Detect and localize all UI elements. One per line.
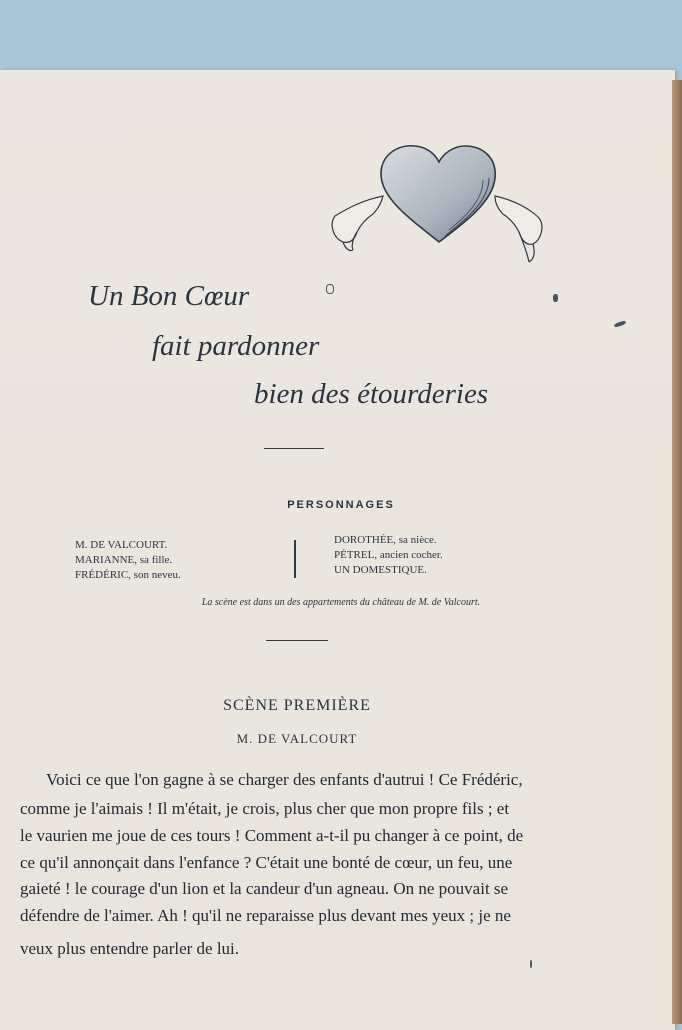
text-line: Voici ce que l'on gagne à se charger des enfants d'autrui ! Ce Frédéric, [46, 770, 523, 789]
divider-rule [264, 448, 324, 449]
title-line-2: fait pardonner [152, 330, 320, 362]
personnages-heading: PERSONNAGES [287, 499, 395, 511]
text-line: ce qu'il annonçait dans l'enfance ? C'était une bonté de cœur, un feu, une [20, 853, 513, 872]
text-line: gaieté ! le courage d'un lion et la candeur d'un agneau. On ne pouvait se [20, 879, 509, 898]
text-line: le vaurien me joue de ces tours ! Comment a-t-il pu changer à ce point, de [20, 826, 524, 845]
text-line: défendre de l'aimer. Ah ! qu'il ne reparaisse plus devant mes yeux ; je ne [20, 906, 511, 925]
cast-list-right [334, 533, 443, 578]
text-line: veux plus entendre parler de lui. [20, 939, 240, 958]
scene-title: SCÈNE PREMIÈRE [223, 697, 371, 714]
scene-speaker: M. DE VALCOURT [236, 731, 358, 746]
ink-mark [553, 294, 558, 302]
title-line-1: Un Bon Cœur [88, 280, 250, 312]
cast-entry: DOROTHÉE, sa nièce. [334, 534, 437, 546]
ink-mark [530, 960, 532, 968]
cast-entry: M. DE VALCOURT. [75, 539, 168, 551]
heart-held-by-hands-icon [323, 138, 558, 273]
cast-entry: UN DOMESTIQUE. [334, 564, 427, 576]
ink-mark [326, 284, 334, 294]
cast-entry: PÉTREL, ancien cocher. [334, 549, 443, 561]
divider-rule [266, 640, 328, 641]
cast-entry: FRÉDÉRIC, son neveu. [75, 569, 181, 581]
title-line-3: bien des étourderies [254, 378, 489, 410]
text-line: comme je l'aimais ! Il m'était, je crois, plus cher que mon propre fils ; et [20, 799, 510, 818]
book-edge [672, 80, 682, 1024]
cast-entry: MARIANNE, sa fille. [75, 554, 173, 566]
scene-setting: La scène est dans un des appartements du château de M. de Valcourt. [201, 597, 481, 608]
cast-separator [294, 540, 296, 578]
cast-list-left [75, 538, 181, 583]
